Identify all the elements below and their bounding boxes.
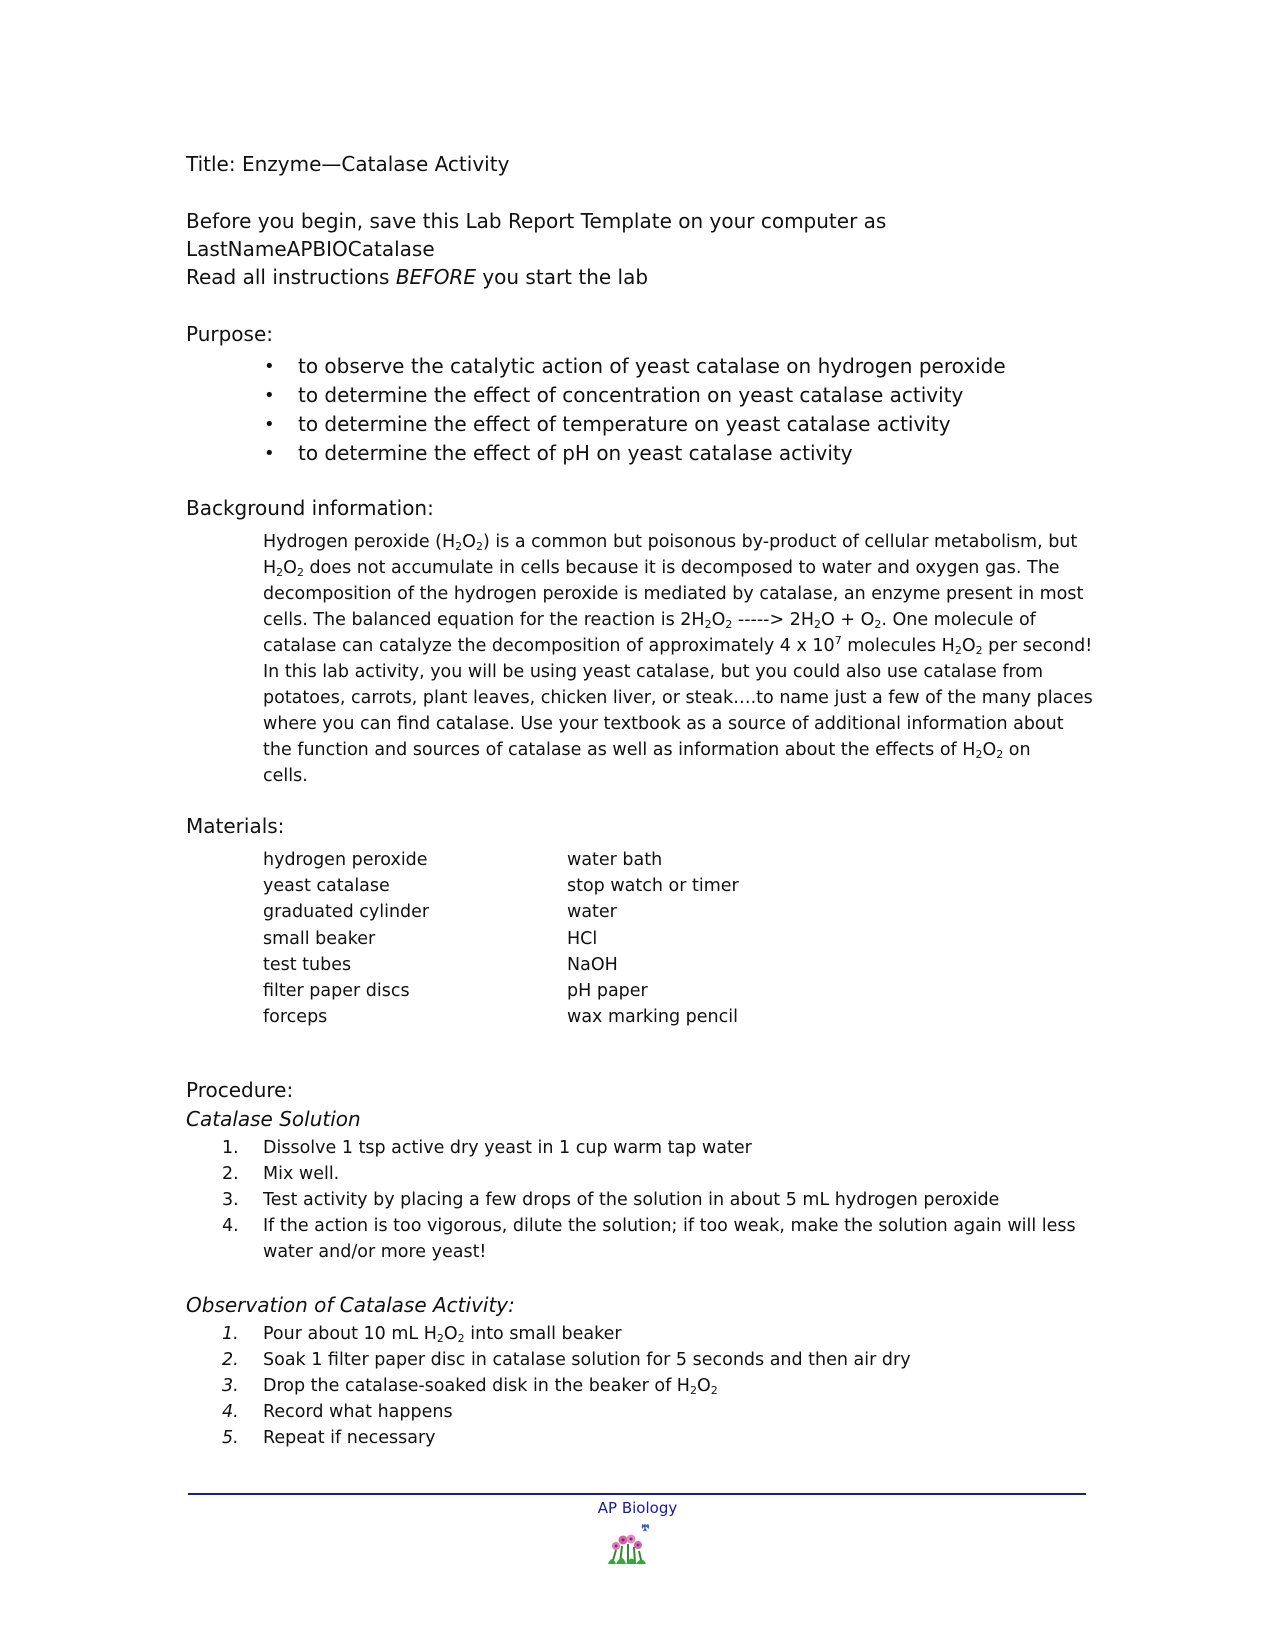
- procedure-step: [222, 1161, 1076, 1187]
- intro-line-3-suffix: you start the lab: [475, 265, 649, 289]
- materials-heading: Materials:: [186, 814, 285, 838]
- purpose-item: [264, 352, 1006, 381]
- step-text: Test activity by placing a few drops of the solution in about 5 mL hydrogen peroxide: [263, 1190, 1000, 1210]
- background-heading: Background information:: [186, 496, 434, 520]
- material-item: pH paper: [567, 980, 648, 1001]
- material-item: HCl: [567, 928, 598, 949]
- procedure-step: 3. Drop the catalase-soaked disk in the beaker of $H_2O_2$: [222, 1373, 911, 1399]
- step-number: 4.: [222, 1216, 239, 1236]
- procedure-step: [222, 1399, 911, 1425]
- material-item: small beaker: [263, 928, 376, 949]
- intro-line-3-prefix: Read all instructions: [186, 265, 396, 289]
- purpose-item-text: to determine the effect of temperature on yeast catalase activity: [298, 412, 951, 436]
- background-paragraph: [263, 529, 1093, 789]
- step-text: Repeat if necessary: [263, 1428, 436, 1448]
- purpose-item: [264, 381, 1006, 410]
- procedure-step: [222, 1187, 1076, 1213]
- background-line: catalase can catalyze the decomposition of approximately 4 x $10^7$ molecules $H_2O_2$ per second!: [263, 634, 1093, 657]
- purpose-item-text: to observe the catalytic action of yeast catalase on hydrogen peroxide: [298, 354, 1006, 378]
- procedure-heading: Procedure:: [186, 1078, 294, 1102]
- purpose-item: [264, 439, 1006, 468]
- bullet-icon: •: [264, 414, 275, 435]
- material-item: yeast catalase: [263, 876, 390, 897]
- purpose-item-text: to determine the effect of pH on yeast catalase activity: [298, 441, 853, 465]
- material-item: filter paper discs: [263, 980, 410, 1001]
- step-text: Dissolve 1 tsp active dry yeast in 1 cup warm tap water: [263, 1138, 752, 1158]
- material-item: stop watch or timer: [567, 876, 739, 897]
- procedure-step: [222, 1425, 911, 1451]
- background-line: cells.: [263, 766, 308, 786]
- material-item: hydrogen peroxide: [263, 850, 428, 870]
- bullet-icon: •: [264, 356, 275, 377]
- procedure-step-continuation: [222, 1239, 1076, 1265]
- procedure-step: [222, 1135, 1076, 1161]
- step-text: Record what happens: [263, 1402, 453, 1422]
- flowers-butterfly-icon: [602, 1520, 654, 1566]
- intro-emphasis: BEFORE: [395, 265, 476, 289]
- step-number: 3.: [222, 1376, 239, 1396]
- step-text: water and/or more yeast!: [263, 1242, 487, 1262]
- step-text: Mix well.: [263, 1164, 340, 1184]
- procedure-step: [222, 1347, 911, 1373]
- material-item: test tubes: [263, 954, 352, 975]
- step-number: 1.: [222, 1138, 239, 1158]
- catalase-solution-steps: [222, 1135, 1076, 1265]
- step-number: 4.: [222, 1402, 239, 1422]
- step-number: 2.: [222, 1164, 239, 1184]
- step-number: 3.: [222, 1190, 239, 1210]
- background-line: In this lab activity, you will be using yeast catalase, but you could also use catalase from: [263, 662, 1044, 682]
- material-item: wax marking pencil: [567, 1007, 738, 1028]
- material-item: graduated cylinder: [263, 902, 430, 923]
- step-text: Soak 1 filter paper disc in catalase solution for 5 seconds and then air dry: [263, 1350, 911, 1370]
- bullet-icon: •: [264, 443, 275, 464]
- intro-line-2: LastNameAPBIOCatalase: [186, 237, 435, 261]
- observation-heading: Observation of Catalase Activity:: [186, 1293, 515, 1317]
- step-number: 1.: [222, 1324, 239, 1344]
- footer-text: AP Biology: [597, 1499, 678, 1517]
- bullet-icon: •: [264, 385, 275, 406]
- catalase-solution-heading: Catalase Solution: [186, 1107, 361, 1131]
- background-line: Hydrogen peroxide $(H_2O_2)$ is a common but poisonous by-product of cellular metabolism, but: [263, 532, 1078, 553]
- background-line: where you can find catalase. Use your textbook as a source of additional information about: [263, 714, 1064, 734]
- material-item: NaOH: [567, 954, 618, 975]
- procedure-step: 1. Pour about 10 mL $H_2O_2$ into small beaker: [222, 1321, 911, 1347]
- background-line: the function and sources of catalase as well as information about the effects of $H_2O_2$ on: [263, 740, 1031, 761]
- purpose-heading: Purpose:: [186, 322, 274, 346]
- purpose-item: [264, 410, 1006, 439]
- document-title: Title: Enzyme—Catalase Activity: [186, 152, 510, 176]
- intro-line-3: [186, 265, 648, 289]
- observation-steps: [222, 1321, 911, 1451]
- materials-list-right: [567, 847, 739, 1030]
- step-text: If the action is too vigorous, dilute the solution; if too weak, make the solution again will less: [263, 1216, 1076, 1236]
- background-line: $H_2O_2$ does not accumulate in cells because it is decomposed to water and oxygen gas. The: [263, 558, 1060, 579]
- intro-line-1: Before you begin, save this Lab Report Template on your computer as: [186, 209, 887, 233]
- purpose-item-text: to determine the effect of concentration on yeast catalase activity: [298, 383, 964, 407]
- footer-rule: [188, 1493, 1086, 1495]
- material-item: water bath: [567, 850, 663, 870]
- material-item: forceps: [263, 1007, 328, 1028]
- materials-list-left: [263, 847, 429, 1030]
- step-number: 5.: [222, 1428, 239, 1448]
- step-number: 2.: [222, 1350, 239, 1370]
- material-item: water: [567, 902, 617, 923]
- procedure-step: [222, 1213, 1076, 1239]
- background-line: decomposition of the hydrogen peroxide is mediated by catalase, an enzyme present in most: [263, 584, 1084, 604]
- background-line: potatoes, carrots, plant leaves, chicken liver, or steak….to name just a few of the many places: [263, 688, 1093, 708]
- background-line: cells. The balanced equation for the reaction is $2H_2O_2$ -----> $2H_2O + O_2$. One molecule of: [263, 610, 1036, 631]
- purpose-list: [264, 352, 1006, 468]
